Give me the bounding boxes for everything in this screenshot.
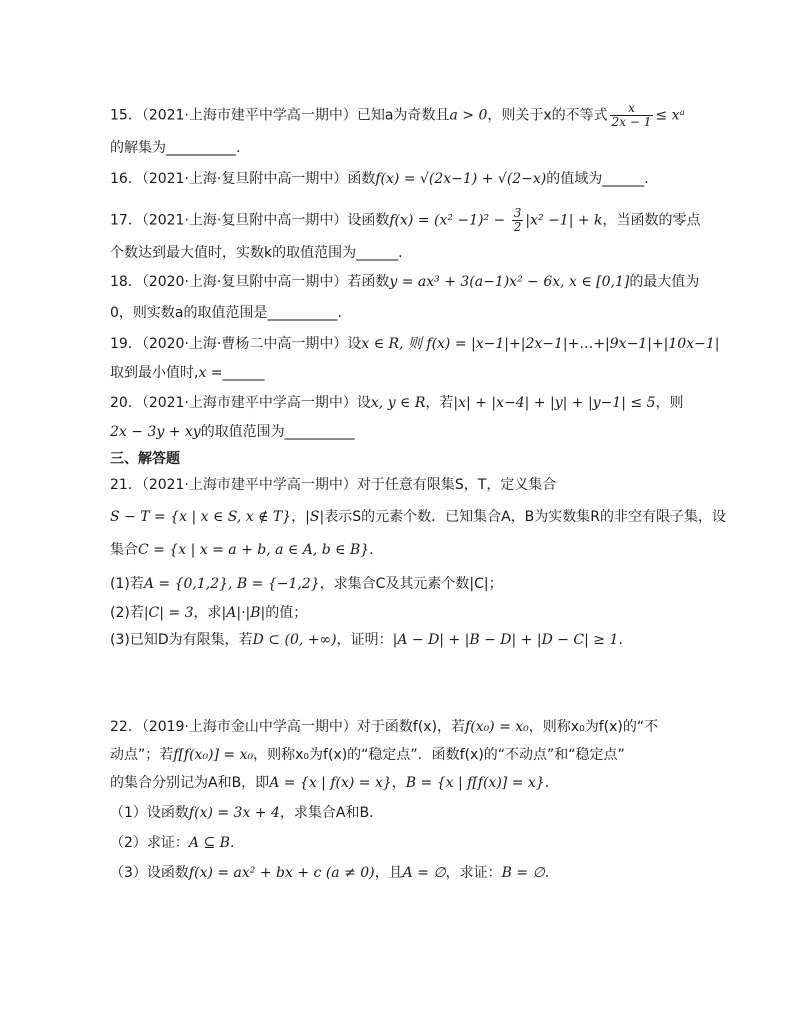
q20-line2 <box>110 423 355 441</box>
q22-line3-mid: ， <box>391 775 406 791</box>
q16-tail: 的值域为______. <box>546 171 649 187</box>
q20-line2-math: 2x − 3y + xy <box>110 424 201 440</box>
q22-p2-math: A ⊆ B <box>188 835 230 851</box>
q17-frac-num: 3 <box>513 206 522 220</box>
q22-line1 <box>110 718 658 736</box>
q17-math: f(x) = (x² −1)² − <box>389 212 510 229</box>
q21-line3-tail: . <box>369 542 374 558</box>
q15-frac-num: x <box>610 102 654 116</box>
q18-line2: 0，则实数a的取值范围是__________. <box>110 305 342 321</box>
q21-part3 <box>110 631 623 649</box>
q19-line2-text: 取到最小值时, <box>110 365 199 381</box>
q21-part2 <box>110 604 307 622</box>
q22-p3-math: f(x) = ax² + bx + c (a ≠ 0) <box>188 865 375 881</box>
q22-line1-text: 22．（2019·上海市金山中学高一期中）对于函数f(x)，若 <box>110 719 466 735</box>
q17-frac-den: 2 <box>513 220 522 234</box>
q16-math: f(x) = √(2x−1) + √(2−x) <box>375 171 547 187</box>
q22-part3 <box>110 864 549 882</box>
q22-line3 <box>110 774 549 792</box>
q20-line1 <box>110 394 683 412</box>
q20-math2: |x| + |x−4| + |y| + |y−1| ≤ 5 <box>453 395 656 411</box>
q21-p2-tail: 的值； <box>265 605 308 621</box>
q19-line1 <box>110 335 719 353</box>
q15-mid: ，则关于x的不等式 <box>487 107 608 124</box>
q21-line3-math: C = {x | x = a + b, a ∈ A, b ∈ B} <box>138 542 370 558</box>
q17-math2: |x² −1| + k <box>525 212 603 229</box>
q22-p2-text: （2）求证： <box>110 835 189 851</box>
q22-p3-mid2: ，求证： <box>445 865 502 881</box>
q21-p2-math: |C| = 3 <box>143 605 194 621</box>
q22-part2 <box>110 834 234 852</box>
q21-line3-text: 集合 <box>110 542 138 558</box>
q15-line1 <box>110 102 685 129</box>
q15-ineq-tail: ≤ xᵃ <box>655 107 685 124</box>
q15-fraction <box>610 102 654 129</box>
q15-line2: 的解集为__________. <box>110 140 241 156</box>
q22-p3-mid: ，且 <box>374 865 403 881</box>
q22-p3-text: （3）设函数 <box>110 865 189 881</box>
q22-line2-math: f[f(x₀)] = x₀ <box>173 747 254 763</box>
q18-line1 <box>110 273 699 291</box>
q22-line3-math: A = {x | f(x) = x} <box>269 775 392 791</box>
q22-p1-text: （1）设函数 <box>110 805 189 821</box>
q19-text: 19．（2020·上海·曹杨二中高一期中）设 <box>110 336 362 352</box>
q22-p3-math3: B = ∅ <box>501 865 545 881</box>
q19-line2 <box>110 364 265 382</box>
q22-line2-text: 动点”；若 <box>110 747 174 763</box>
q21-p3-math2: |A − D| + |B − D| + |D − C| ≥ 1 <box>392 632 619 648</box>
q15-text: 15．（2021·上海市建平中学高一期中）已知a为奇数且 <box>110 107 450 124</box>
q21-line2 <box>110 508 726 526</box>
q18-math: y = ax³ + 3(a−1)x² − 6x, x ∈ [0,1] <box>389 274 630 290</box>
q21-p1-text: (1)若 <box>110 576 144 592</box>
q19-math: x ∈ R, 则 f(x) = |x−1|+|2x−1|+…+|9x−1|+|10x−1| <box>361 336 720 352</box>
q21-line2-mid: ， <box>291 509 306 525</box>
q19-line2-math: x = <box>198 365 223 381</box>
q15-condition: a > 0 <box>449 107 488 124</box>
q22-p3-math2: A = ∅ <box>402 865 446 881</box>
q22-p2-tail: . <box>229 835 235 851</box>
q22-line2 <box>110 746 625 764</box>
q18-text: 18．（2020·上海·复旦附中高一期中）若函数 <box>110 274 390 290</box>
q21-p3-text: (3)已知D为有限集，若 <box>110 632 253 648</box>
q21-line1: 21．（2021·上海市建平中学高一期中）对于任意有限集S，T，定义集合 <box>110 477 557 493</box>
q15-frac-den: 2x − 1 <box>611 115 652 129</box>
q21-p1-tail: ，求集合C及其元素个数|C|； <box>319 576 503 592</box>
q17-line2: 个数达到最大值时，实数k的取值范围为______. <box>110 245 403 261</box>
q21-part1 <box>110 575 503 593</box>
section-heading: 三、解答题 <box>110 451 180 467</box>
q21-p3-math: D ⊂ (0, +∞) <box>252 632 337 648</box>
q21-p3-tail: . <box>618 632 623 648</box>
q22-part1 <box>110 804 383 822</box>
q21-line2-math: S − T = {x | x ∈ S, x ∉ T} <box>110 509 292 525</box>
q17-text: 17．（2021·上海·复旦附中高一期中）设函数 <box>110 212 390 229</box>
q16-line <box>110 170 649 188</box>
q18-tail: 的最大值为 <box>629 274 700 290</box>
q21-p2-text: (2)若 <box>110 605 144 621</box>
q20-mid: ，若 <box>425 395 454 411</box>
q22-line1-mid: ，则称x₀为f(x)的“不 <box>528 719 659 735</box>
q21-p2-math2: |A|·|B| <box>221 605 266 621</box>
q20-line2-tail: 的取值范围为__________ <box>200 424 355 440</box>
q21-p3-mid: ，证明： <box>336 632 393 648</box>
q22-line1-math: f(x₀) = x₀ <box>465 719 529 735</box>
q20-math: x, y ∈ R <box>370 395 426 411</box>
q21-p2-mid: ，求 <box>193 605 222 621</box>
q22-p3-tail: . <box>544 865 550 881</box>
q21-line2-math2: |S| <box>305 509 325 525</box>
q19-blank: ______ <box>222 365 265 381</box>
q17-line1 <box>110 207 701 234</box>
q21-p1-math: A = {0,1,2}, B = {−1,2} <box>143 576 320 592</box>
q22-line3-tail: . <box>544 775 550 791</box>
q22-line2-tail: ，则称x₀为f(x)的“稳定点”．函数f(x)的“不动点”和“稳定点” <box>253 747 625 763</box>
q17-tail: ，当函数的零点 <box>602 212 701 229</box>
q22-line3-math2: B = {x | f[f(x)] = x} <box>405 775 545 791</box>
q16-text: 16．（2021·上海·复旦附中高一期中）函数 <box>110 171 376 187</box>
q22-p1-math: f(x) = 3x + 4 <box>188 805 280 821</box>
q17-fraction <box>512 207 524 234</box>
q20-tail: ，则 <box>655 395 684 411</box>
q22-line3-text: 的集合分别记为A和B，即 <box>110 775 270 791</box>
q20-text: 20．（2021·上海市建平中学高一期中）设 <box>110 395 371 411</box>
q22-p1-tail: ，求集合A和B． <box>279 805 384 821</box>
q21-line2-tail: 表示S的元素个数．已知集合A，B为实数集R的非空有限子集，设 <box>324 509 726 525</box>
q21-line3 <box>110 541 374 559</box>
